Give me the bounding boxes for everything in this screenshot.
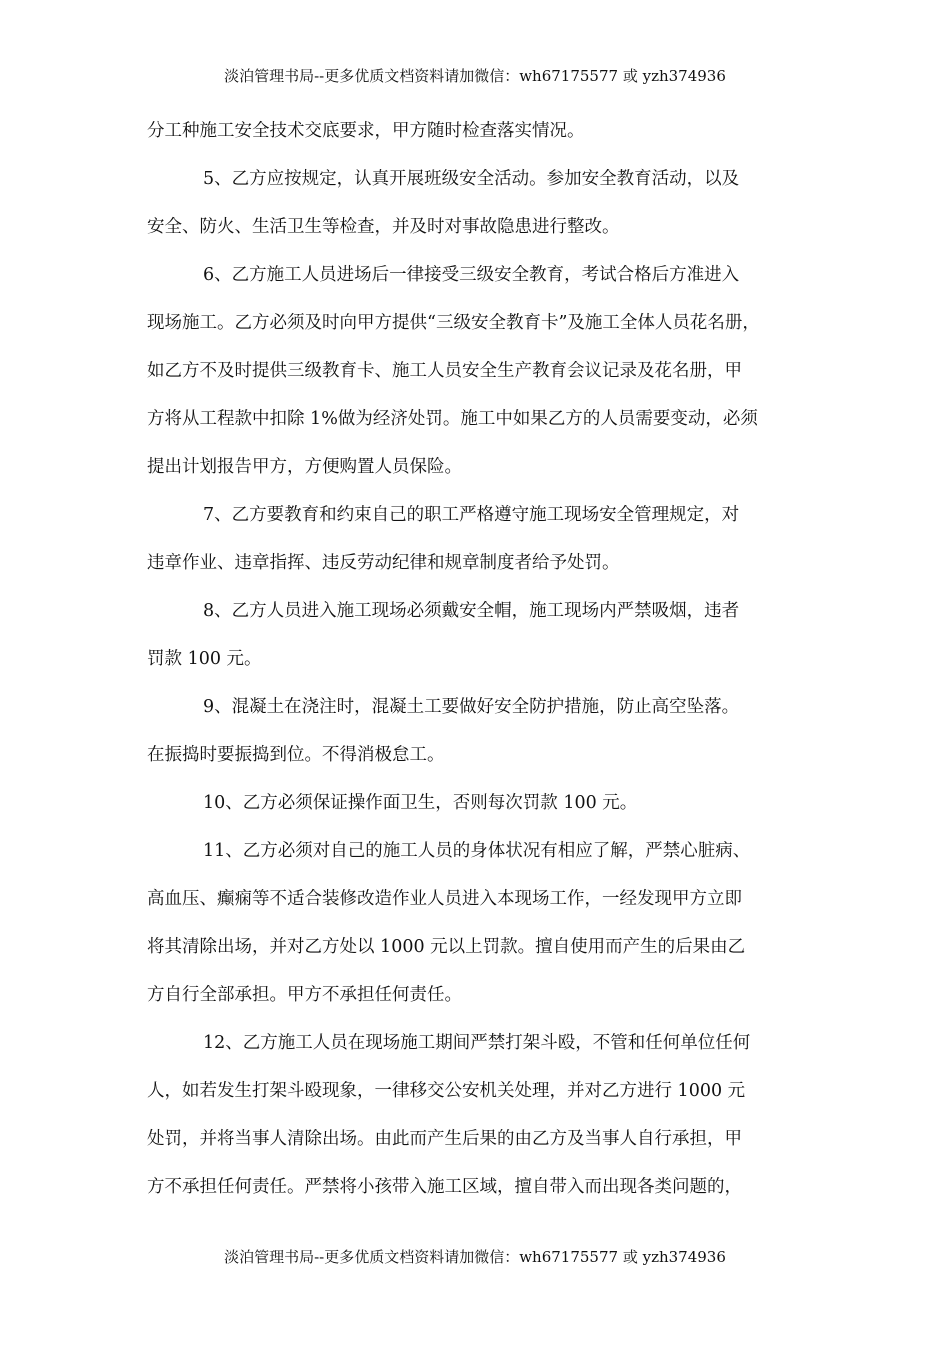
text-line: 方自行全部承担。甲方不承担任何责任。 [147, 985, 462, 1005]
paragraph-8-start: 8、乙方人员进入施工现场必须戴安全帽，施工现场内严禁吸烟，违者 [203, 601, 740, 621]
paragraph-12-start: 12、乙方施工人员在现场施工期间严禁打架斗殴，不管和任何单位任何 [203, 1033, 751, 1053]
text-line: 提出计划报告甲方，方便购置人员保险。 [147, 457, 462, 477]
text-line: 方将从工程款中扣除 1%做为经济处罚。施工中如果乙方的人员需要变动，必须 [147, 409, 758, 429]
text-line: 方不承担任何责任。严禁将小孩带入施工区域，擅自带入而出现各类问题的， [147, 1177, 742, 1197]
document-body [147, 116, 807, 1226]
paragraph-7-start: 7、乙方要教育和约束自己的职工严格遵守施工现场安全管理规定，对 [203, 505, 740, 525]
text-line: 分工种施工安全技术交底要求，甲方随时检查落实情况。 [147, 121, 585, 141]
paragraph-5-start: 5、乙方应按规定，认真开展班级安全活动。参加安全教育活动，以及 [203, 169, 740, 189]
text-line: 安全、防火、生活卫生等检查，并及时对事故隐患进行整改。 [147, 217, 620, 237]
text-line: 如乙方不及时提供三级教育卡、施工人员安全生产教育会议记录及花名册，甲 [147, 361, 742, 381]
page-footer: 淡泊管理书局--更多优质文档资料请加微信：wh67175577 或 yzh374936 [224, 1248, 726, 1266]
text-line: 现场施工。乙方必须及时向甲方提供“三级安全教育卡”及施工全体人员花名册， [147, 313, 760, 333]
text-line: 人，如若发生打架斗殴现象，一律移交公安机关处理，并对乙方进行 1000 元 [147, 1081, 746, 1101]
paragraph-6-start: 6、乙方施工人员进场后一律接受三级安全教育，考试合格后方准进入 [203, 265, 740, 285]
text-line: 高血压、癫痫等不适合装修改造作业人员进入本现场工作，一经发现甲方立即 [147, 889, 742, 909]
text-line: 在振捣时要振捣到位。不得消极怠工。 [147, 745, 445, 765]
text-line: 处罚，并将当事人清除出场。由此而产生后果的由乙方及当事人自行承担，甲 [147, 1129, 742, 1149]
paragraph-9-start: 9、混凝土在浇注时，混凝土工要做好安全防护措施，防止高空坠落。 [203, 697, 740, 717]
page-header: 淡泊管理书局--更多优质文档资料请加微信：wh67175577 或 yzh374936 [224, 67, 726, 85]
text-line: 将其清除出场，并对乙方处以 1000 元以上罚款。擅自使用而产生的后果由乙 [147, 937, 746, 957]
paragraph-10: 10、乙方必须保证操作面卫生，否则每次罚款 100 元。 [203, 793, 638, 813]
text-line: 违章作业、违章指挥、违反劳动纪律和规章制度者给予处罚。 [147, 553, 620, 573]
paragraph-11-start: 11、乙方必须对自己的施工人员的身体状况有相应了解，严禁心脏病、 [203, 841, 751, 861]
text-line: 罚款 100 元。 [147, 649, 262, 669]
